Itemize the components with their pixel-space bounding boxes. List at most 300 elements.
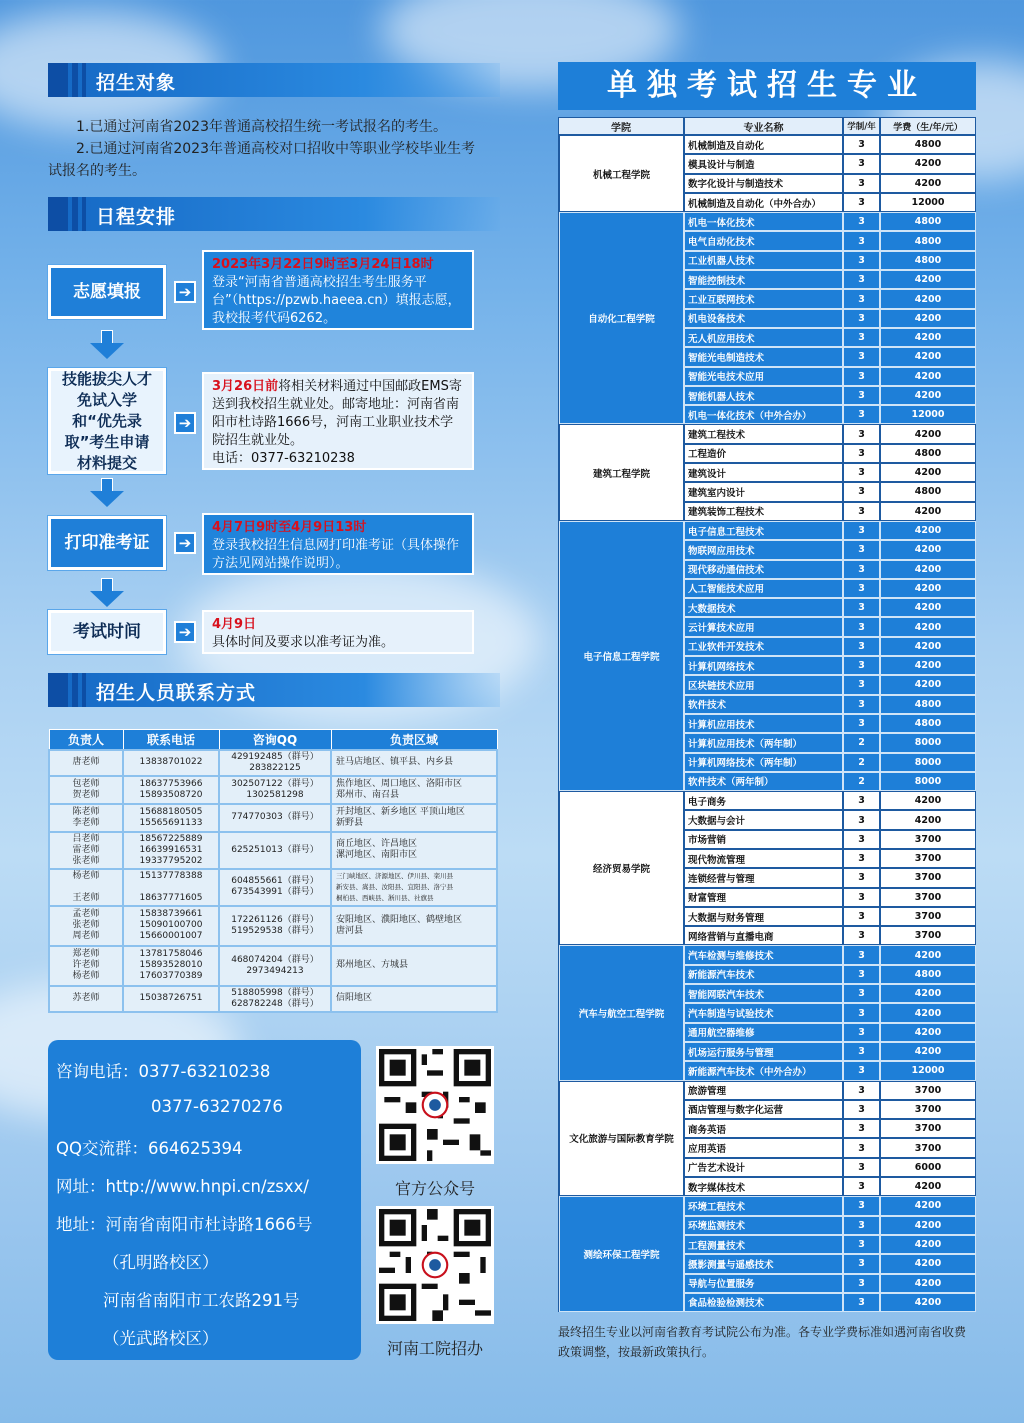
duration: 3 xyxy=(843,405,880,424)
tuition: 4200 xyxy=(880,579,976,598)
major-name: 汽车制造与试验技术 xyxy=(684,1003,843,1022)
major-name: 新能源汽车技术 xyxy=(684,965,843,984)
table-row xyxy=(684,251,976,270)
step-description xyxy=(202,372,474,470)
table-row xyxy=(49,906,497,946)
cell-phone: 13838701022 xyxy=(123,750,219,776)
table-row xyxy=(684,1003,976,1022)
duration: 3 xyxy=(843,1119,880,1138)
major-name: 酒店管理与数字化运营 xyxy=(684,1100,843,1119)
table-row xyxy=(684,193,976,212)
tuition: 4800 xyxy=(880,965,976,984)
table-row xyxy=(684,926,976,945)
duration: 3 xyxy=(843,617,880,636)
duration: 3 xyxy=(843,1196,880,1215)
major-name: 汽车检测与维修技术 xyxy=(684,945,843,964)
enroll-item-1: 1.已通过河南省2023年普通高校招生统一考试报名的考生。 xyxy=(76,119,447,135)
major-name: 机械制造及自动化 xyxy=(684,135,843,154)
step-highlight: 2023年3月22日9时至3月24日18时 xyxy=(212,257,434,272)
table-row xyxy=(684,347,976,366)
table-row xyxy=(684,1023,976,1042)
tuition: 4200 xyxy=(880,1235,976,1254)
duration: 3 xyxy=(843,231,880,250)
college-name: 测绘环保工程学院 xyxy=(559,1196,684,1312)
cell-name: 包老师 贺老师 xyxy=(49,776,123,804)
major-name: 食品检验检测技术 xyxy=(684,1293,843,1312)
cell-area: 安阳地区、濮阳地区、鹤壁地区 唐河县 xyxy=(331,906,497,946)
table-row xyxy=(684,135,976,154)
duration: 3 xyxy=(843,1042,880,1061)
tuition: 4200 xyxy=(880,1274,976,1293)
duration: 3 xyxy=(843,251,880,270)
major-name: 旅游管理 xyxy=(684,1081,843,1100)
major-name: 智能机器人技术 xyxy=(684,386,843,405)
duration: 3 xyxy=(843,1158,880,1177)
duration: 3 xyxy=(843,540,880,559)
section-title: 招生人员联系方式 xyxy=(96,682,257,704)
duration: 3 xyxy=(843,656,880,675)
duration: 3 xyxy=(843,888,880,907)
table-row xyxy=(684,367,976,386)
tuition: 3700 xyxy=(880,1081,976,1100)
step-description xyxy=(202,513,474,575)
table-row xyxy=(684,1081,976,1100)
table-row xyxy=(684,830,976,849)
table-row xyxy=(49,750,497,776)
qr-code-admissions[interactable] xyxy=(376,1206,494,1324)
cell-name: 孟老师 张老师 周老师 xyxy=(49,906,123,946)
duration: 3 xyxy=(843,1138,880,1157)
duration: 3 xyxy=(843,347,880,366)
duration: 3 xyxy=(843,675,880,694)
major-name: 计算机网络技术 xyxy=(684,656,843,675)
tuition: 4800 xyxy=(880,695,976,714)
cell-phone: 15688180505 15565691133 xyxy=(123,804,219,832)
major-name: 环境工程技术 xyxy=(684,1196,843,1215)
table-row xyxy=(684,424,976,443)
major-name: 大数据与财务管理 xyxy=(684,907,843,926)
tuition: 3700 xyxy=(880,907,976,926)
step-phone: 电话：0377-63210238 xyxy=(212,451,355,466)
major-name: 建筑装饰工程技术 xyxy=(684,502,843,521)
tuition: 4800 xyxy=(880,251,976,270)
cell-area: 商丘地区、许昌地区 漯河地区、南阳市区 xyxy=(331,832,497,869)
duration: 3 xyxy=(843,810,880,829)
step-highlight: 3月26日前 xyxy=(212,379,279,394)
tuition: 8000 xyxy=(880,733,976,752)
college-group xyxy=(558,791,976,945)
step-highlight: 4月7日9时至4月9日13时 xyxy=(212,520,367,535)
table-row xyxy=(684,656,976,675)
enroll-item-2: 2.已通过河南省2023年普通高校对口招收中等职业学校毕业生考试报名的考生。 xyxy=(48,141,475,179)
tuition: 3700 xyxy=(880,830,976,849)
duration: 3 xyxy=(843,714,880,733)
step-text: 具体时间及要求以准考证为准。 xyxy=(212,635,395,650)
contacts-table xyxy=(48,729,498,1013)
table-row xyxy=(684,1177,976,1196)
major-name: 环境监测技术 xyxy=(684,1216,843,1235)
duration: 3 xyxy=(843,926,880,945)
duration: 3 xyxy=(843,1274,880,1293)
cell-qq: 172261126（群号） 519529538（群号） xyxy=(219,906,331,946)
major-name: 导航与位置服务 xyxy=(684,1274,843,1293)
tuition: 3700 xyxy=(880,1138,976,1157)
col-header: 学院 xyxy=(558,117,684,135)
table-row xyxy=(684,753,976,772)
cell-phone: 15038726751 xyxy=(123,986,219,1012)
tuition: 3700 xyxy=(880,1119,976,1138)
major-name: 云计算技术应用 xyxy=(684,617,843,636)
table-row xyxy=(684,695,976,714)
duration: 3 xyxy=(843,174,880,193)
cell-area: 三门峡地区、济源地区、伊川县、栾川县 新安县、嵩县、汝阳县、宜阳县、洛宁县 桐柏县、西峡县、淅川县、社旗县 xyxy=(331,869,497,906)
table-row xyxy=(684,868,976,887)
tuition: 4200 xyxy=(880,598,976,617)
tuition: 4200 xyxy=(880,1293,976,1312)
major-name: 通用航空器维修 xyxy=(684,1023,843,1042)
major-name: 网络营销与直播电商 xyxy=(684,926,843,945)
section-header-enroll xyxy=(48,63,500,97)
duration: 3 xyxy=(843,270,880,289)
arrow-right-icon: ➔ xyxy=(174,532,196,554)
major-name: 建筑工程技术 xyxy=(684,424,843,443)
cell-area: 驻马店地区、镇平县、内乡县 xyxy=(331,750,497,776)
tuition: 4200 xyxy=(880,791,976,810)
college-name: 电子信息工程学院 xyxy=(559,521,684,791)
tuition: 4200 xyxy=(880,1003,976,1022)
tuition: 4200 xyxy=(880,945,976,964)
duration: 3 xyxy=(843,289,880,308)
cell-phone: 13781758046 15893528010 17603770389 xyxy=(123,946,219,986)
duration: 3 xyxy=(843,1235,880,1254)
table-row xyxy=(49,946,497,986)
duration: 3 xyxy=(843,1023,880,1042)
major-name: 电子商务 xyxy=(684,791,843,810)
college-name: 经济贸易学院 xyxy=(559,791,684,945)
tuition: 4200 xyxy=(880,424,976,443)
table-row xyxy=(684,965,976,984)
duration: 3 xyxy=(843,791,880,810)
table-row xyxy=(684,1196,976,1215)
table-row xyxy=(684,675,976,694)
table-row xyxy=(684,540,976,559)
table-row xyxy=(684,733,976,752)
college-name: 文化旅游与国际教育学院 xyxy=(559,1081,684,1197)
college-group xyxy=(558,945,976,1080)
major-name: 计算机应用技术（两年制） xyxy=(684,733,843,752)
duration: 3 xyxy=(843,1081,880,1100)
duration: 3 xyxy=(843,482,880,501)
duration: 3 xyxy=(843,367,880,386)
college-name: 汽车与航空工程学院 xyxy=(559,945,684,1080)
major-name: 机电设备技术 xyxy=(684,309,843,328)
tuition: 3700 xyxy=(880,1100,976,1119)
table-row xyxy=(684,560,976,579)
major-name: 摄影测量与遥感技术 xyxy=(684,1254,843,1273)
tuition: 12000 xyxy=(880,193,976,212)
table-row xyxy=(684,617,976,636)
tuition: 4800 xyxy=(880,714,976,733)
table-row xyxy=(684,1216,976,1235)
tuition: 4200 xyxy=(880,521,976,540)
duration: 3 xyxy=(843,1061,880,1080)
cell-area: 郑州地区、方城县 xyxy=(331,946,497,986)
section-header-schedule xyxy=(48,197,500,231)
website[interactable]: 网址：http://www.hnpi.cn/zsxx/ xyxy=(56,1177,309,1196)
college-group xyxy=(558,1196,976,1312)
table-row xyxy=(684,1042,976,1061)
step-description xyxy=(202,250,474,330)
tuition: 8000 xyxy=(880,772,976,791)
cell-area: 开封地区、新乡地区 平顶山地区 新野县 xyxy=(331,804,497,832)
tuition: 4800 xyxy=(880,231,976,250)
col-header: 咨询QQ xyxy=(219,730,331,750)
tuition: 4200 xyxy=(880,540,976,559)
tuition: 4200 xyxy=(880,270,976,289)
table-row xyxy=(684,637,976,656)
major-name: 工业互联网技术 xyxy=(684,289,843,308)
major-name: 人工智能技术应用 xyxy=(684,579,843,598)
tuition: 3700 xyxy=(880,926,976,945)
major-name: 大数据技术 xyxy=(684,598,843,617)
major-name: 工程造价 xyxy=(684,444,843,463)
duration: 2 xyxy=(843,772,880,791)
major-name: 大数据与会计 xyxy=(684,810,843,829)
arrow-right-icon: ➔ xyxy=(174,281,196,303)
table-row xyxy=(684,270,976,289)
major-name: 广告艺术设计 xyxy=(684,1158,843,1177)
duration: 3 xyxy=(843,1254,880,1273)
tuition: 12000 xyxy=(880,405,976,424)
cell-name: 郑老师 许老师 杨老师 xyxy=(49,946,123,986)
major-name: 软件技术（两年制） xyxy=(684,772,843,791)
major-name: 模具设计与制造 xyxy=(684,154,843,173)
footnote: 最终招生专业以河南省教育考试院公布为准。各专业学费标准如遇河南省收费政策调整，按最新政策执行。 xyxy=(558,1325,967,1359)
major-name: 建筑设计 xyxy=(684,463,843,482)
majors-title: 单独考试招生专业 xyxy=(558,62,976,110)
tuition: 4200 xyxy=(880,984,976,1003)
arrow-right-icon: ➔ xyxy=(174,412,196,434)
table-row xyxy=(684,482,976,501)
table-row xyxy=(49,776,497,804)
cell-area: 焦作地区、周口地区、洛阳市区 郑州市、南召县 xyxy=(331,776,497,804)
tuition: 4200 xyxy=(880,656,976,675)
duration: 3 xyxy=(843,154,880,173)
major-name: 机场运行服务与管理 xyxy=(684,1042,843,1061)
address-1: 地址：河南省南阳市杜诗路1666号 xyxy=(56,1215,313,1234)
table-row xyxy=(684,579,976,598)
table-row xyxy=(684,1119,976,1138)
cell-qq: 774770303（群号） xyxy=(219,804,331,832)
duration: 2 xyxy=(843,753,880,772)
table-row xyxy=(684,849,976,868)
major-name: 应用英语 xyxy=(684,1138,843,1157)
majors-table xyxy=(558,135,976,1312)
duration: 3 xyxy=(843,135,880,154)
col-header: 学费（生/年/元） xyxy=(880,117,976,135)
tuition: 4800 xyxy=(880,444,976,463)
tuition: 3700 xyxy=(880,849,976,868)
table-row xyxy=(684,289,976,308)
table-row xyxy=(684,521,976,540)
tuition: 4200 xyxy=(880,328,976,347)
duration: 3 xyxy=(843,386,880,405)
tuition: 3700 xyxy=(880,888,976,907)
major-name: 连锁经营与管理 xyxy=(684,868,843,887)
duration: 3 xyxy=(843,193,880,212)
table-row xyxy=(684,328,976,347)
duration: 3 xyxy=(843,463,880,482)
table-row xyxy=(684,1254,976,1273)
table-row xyxy=(684,1235,976,1254)
table-row xyxy=(49,986,497,1012)
major-name: 智能光电制造技术 xyxy=(684,347,843,366)
tuition: 4200 xyxy=(880,367,976,386)
duration: 3 xyxy=(843,328,880,347)
major-name: 商务英语 xyxy=(684,1119,843,1138)
section-title: 日程安排 xyxy=(96,206,177,228)
major-name: 电子信息工程技术 xyxy=(684,521,843,540)
tuition: 12000 xyxy=(880,1061,976,1080)
table-row xyxy=(684,309,976,328)
duration: 3 xyxy=(843,444,880,463)
table-row xyxy=(684,463,976,482)
major-name: 工业机器人技术 xyxy=(684,251,843,270)
table-row xyxy=(684,212,976,231)
cell-name: 陈老师 李老师 xyxy=(49,804,123,832)
table-row xyxy=(684,154,976,173)
college-name: 机械工程学院 xyxy=(559,135,684,212)
table-row xyxy=(684,1061,976,1080)
duration: 3 xyxy=(843,1216,880,1235)
step-label: 志愿填报 xyxy=(48,265,166,319)
cell-area: 信阳地区 xyxy=(331,986,497,1012)
table-row xyxy=(684,714,976,733)
table-row xyxy=(684,231,976,250)
cell-phone: 15137778388 18637771605 xyxy=(123,869,219,906)
major-name: 现代移动通信技术 xyxy=(684,560,843,579)
cell-qq: 468074204（群号） 2973494213 xyxy=(219,946,331,986)
duration: 3 xyxy=(843,502,880,521)
cell-phone: 18567225889 16639916531 19337795202 xyxy=(123,832,219,869)
duration: 3 xyxy=(843,945,880,964)
table-row xyxy=(684,791,976,810)
qr-code-official-account[interactable] xyxy=(376,1046,494,1164)
step-text: 将相关材料通过中国邮政EMS寄送到我校招生就业处。邮寄地址：河南省南阳市杜诗路1666号，河南工业职业技术学院招生就业处。 xyxy=(212,379,462,448)
duration: 3 xyxy=(843,1003,880,1022)
col-header: 负责人 xyxy=(49,730,123,750)
table-row xyxy=(49,804,497,832)
table-row xyxy=(684,1274,976,1293)
address-2-campus: （光武路校区） xyxy=(103,1329,219,1348)
major-name: 现代物流管理 xyxy=(684,849,843,868)
col-header: 学制/年 xyxy=(843,117,880,135)
address-1-campus: （孔明路校区） xyxy=(103,1253,219,1272)
duration: 3 xyxy=(843,830,880,849)
step-label: 打印准考证 xyxy=(48,516,166,570)
major-name: 无人机应用技术 xyxy=(684,328,843,347)
contact-info-box xyxy=(48,1040,361,1360)
tuition: 6000 xyxy=(880,1158,976,1177)
phone-label: 咨询电话：0377-63210238 xyxy=(56,1062,271,1081)
cell-phone: 15838739661 15090100700 15660001007 xyxy=(123,906,219,946)
step-text: 登录“河南省普通高校招生考生服务平台”（https://pzwb.haeea.cn）填报志愿，我校报考代码6262。 xyxy=(212,275,461,326)
table-row xyxy=(684,386,976,405)
duration: 3 xyxy=(843,424,880,443)
duration: 3 xyxy=(843,984,880,1003)
tuition: 4800 xyxy=(880,135,976,154)
major-name: 市场营销 xyxy=(684,830,843,849)
college-name: 自动化工程学院 xyxy=(559,212,684,424)
cell-qq: 604855661（群号） 673543991（群号） xyxy=(219,869,331,906)
cell-phone: 18637753966 15893508720 xyxy=(123,776,219,804)
table-row xyxy=(684,174,976,193)
college-group xyxy=(558,424,976,520)
major-name: 工业软件开发技术 xyxy=(684,637,843,656)
duration: 3 xyxy=(843,212,880,231)
duration: 2 xyxy=(843,733,880,752)
qr-caption: 河南工院招办 xyxy=(386,1339,483,1358)
major-name: 智能网联汽车技术 xyxy=(684,984,843,1003)
major-name: 财富管理 xyxy=(684,888,843,907)
tuition: 4200 xyxy=(880,810,976,829)
duration: 3 xyxy=(843,309,880,328)
phone-2: 0377-63270276 xyxy=(151,1097,283,1116)
major-name: 软件技术 xyxy=(684,695,843,714)
cell-qq: 625251013（群号） xyxy=(219,832,331,869)
duration: 3 xyxy=(843,637,880,656)
tuition: 4200 xyxy=(880,309,976,328)
tuition: 4200 xyxy=(880,617,976,636)
major-name: 电气自动化技术 xyxy=(684,231,843,250)
cell-name: 唐老师 xyxy=(49,750,123,776)
cell-qq: 302507122（群号） 1302581298 xyxy=(219,776,331,804)
cell-qq: 429192485（群号） 283822125 xyxy=(219,750,331,776)
section-title: 招生对象 xyxy=(96,72,177,94)
tuition: 4800 xyxy=(880,212,976,231)
major-name: 物联网应用技术 xyxy=(684,540,843,559)
table-row xyxy=(684,444,976,463)
address-2: 河南省南阳市工农路291号 xyxy=(103,1291,300,1310)
table-row xyxy=(49,869,497,906)
duration: 3 xyxy=(843,579,880,598)
duration: 3 xyxy=(843,598,880,617)
col-header: 联系电话 xyxy=(123,730,219,750)
table-row xyxy=(684,1158,976,1177)
col-header: 负责区域 xyxy=(331,730,497,750)
college-group xyxy=(558,212,976,424)
tuition: 4200 xyxy=(880,502,976,521)
arrow-down-icon xyxy=(90,330,124,360)
duration: 3 xyxy=(843,907,880,926)
duration: 3 xyxy=(843,695,880,714)
duration: 3 xyxy=(843,1293,880,1312)
college-group xyxy=(558,521,976,791)
major-name: 智能控制技术 xyxy=(684,270,843,289)
tuition: 4200 xyxy=(880,154,976,173)
major-name: 新能源汽车技术（中外合办） xyxy=(684,1061,843,1080)
qr-caption: 官方公众号 xyxy=(394,1179,475,1198)
duration: 3 xyxy=(843,560,880,579)
cell-name: 苏老师 xyxy=(49,986,123,1012)
table-row xyxy=(684,945,976,964)
college-group xyxy=(558,135,976,212)
tuition: 4200 xyxy=(880,560,976,579)
qq-group: QQ交流群：664625394 xyxy=(56,1139,243,1158)
cell-qq: 518805998（群号） 628782248（群号） xyxy=(219,986,331,1012)
tuition: 4200 xyxy=(880,1023,976,1042)
step-text: 登录我校招生信息网打印准考证（具体操作方法见网站操作说明）。 xyxy=(212,538,460,571)
